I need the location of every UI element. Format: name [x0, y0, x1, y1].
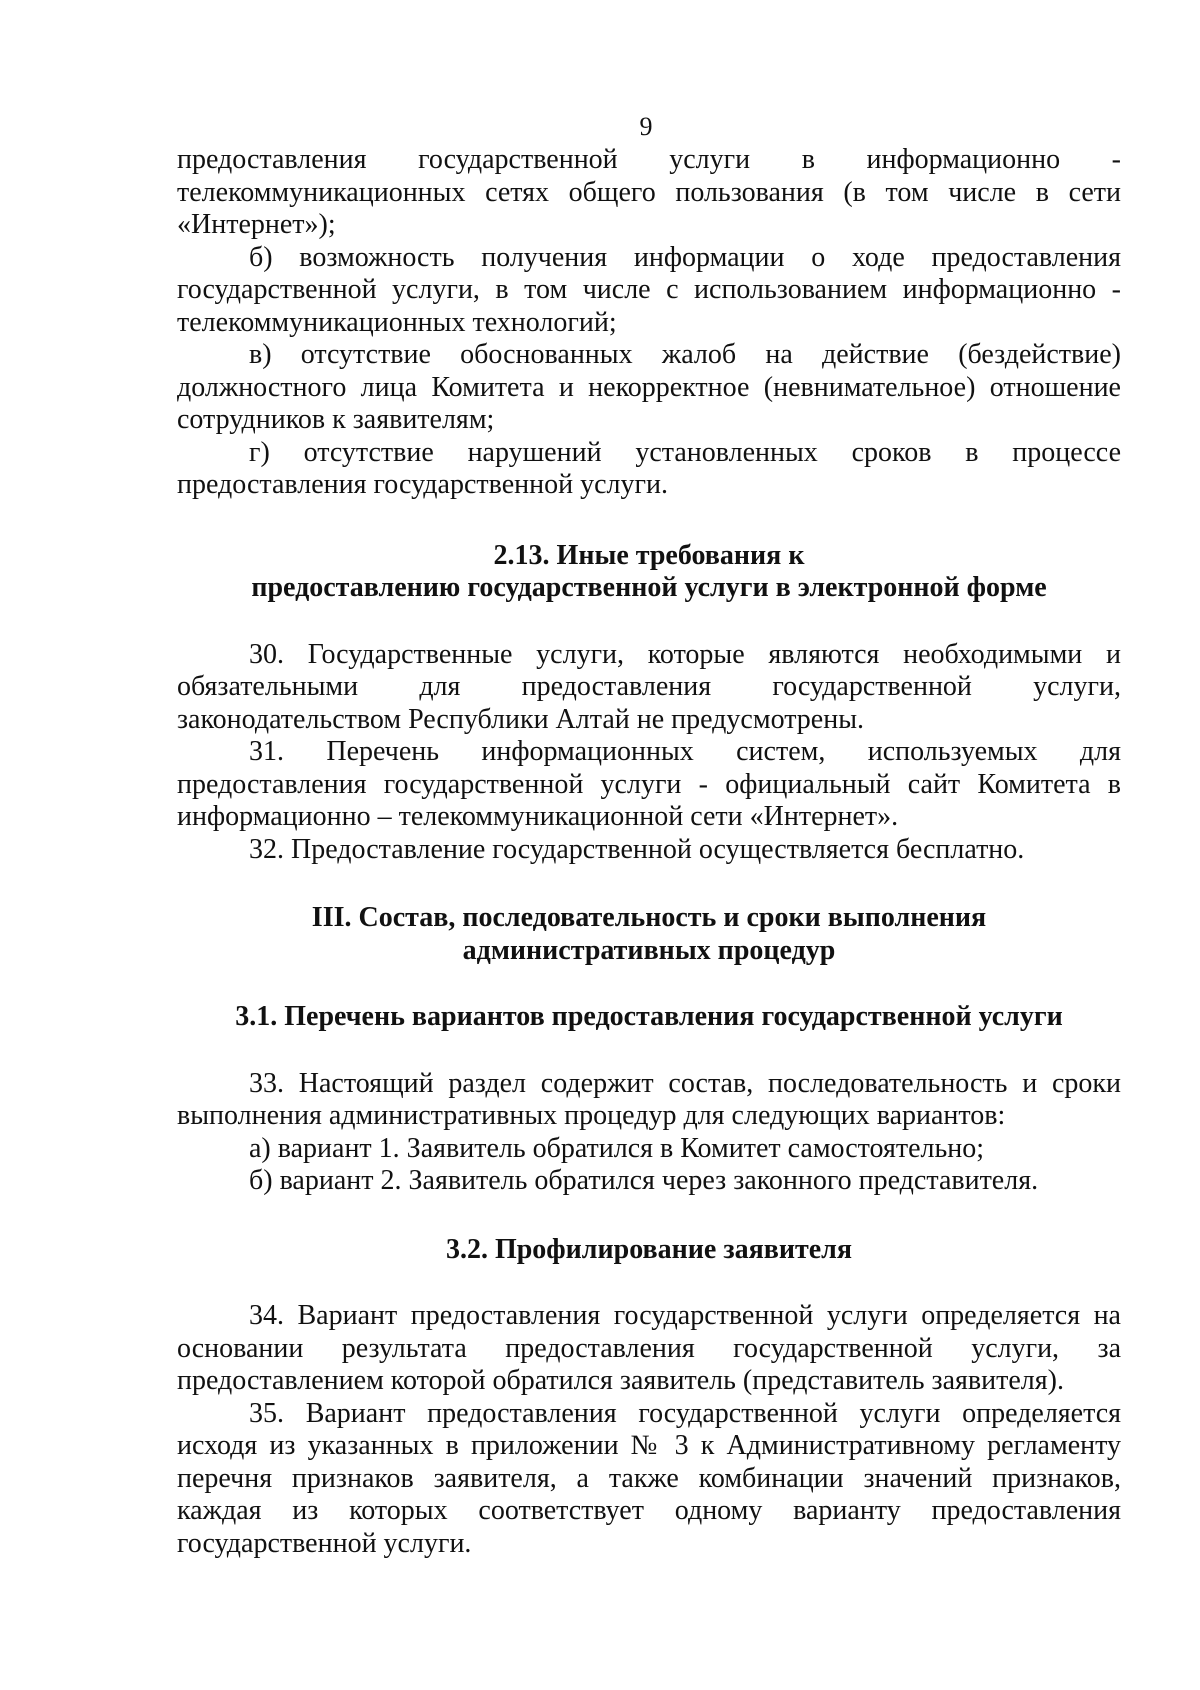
page-number: 9 [639, 112, 653, 141]
section-heading-III-line1: III. Состав, последовательность и сроки выполнения [311, 902, 987, 933]
section-heading-2-13-line2: предоставлению государственной услуги в электронной форме [251, 572, 1047, 603]
section-heading-3-1: 3.1. Перечень вариантов предоставления государственной услуги [235, 1001, 1063, 1032]
paragraph-33: 33. Настоящий раздел содержит состав, последовательность и сроки выполнения административных процедур для следующих вариантов: [177, 1067, 1121, 1131]
paragraph-item-g: г) отсутствие нарушений установленных сроков в процессе предоставления государственной услуги. [177, 436, 1121, 500]
paragraph-item-b: б) возможность получения информации о ходе предоставления государственной услуги, в том числе с использованием информационно - телекоммуникационных технологий; [177, 241, 1121, 338]
section-heading-2-13 [177, 540, 1121, 605]
paragraph-continuation: предоставления государственной услуги в информационно - телекоммуникационных сетях общего пользования (в том числе в сети «Интернет»); [177, 144, 1121, 240]
section-heading-3-2: 3.2. Профилирование заявителя [445, 1233, 853, 1265]
section-heading-III-line2: административных процедур [462, 934, 836, 966]
paragraph-item-v: в) отсутствие обоснованных жалоб на действие (бездействие) должностного лица Комитета и некорректное (невнимательное) отношение сотрудников к заявителям; [177, 339, 1121, 435]
paragraph-35: 35. Вариант предоставления государственной услуги определяется исходя из указанных в приложении № 3 к Административному регламенту перечня признаков заявителя, а также комбинации значений признаков, каждая из которых соответствует одному варианту предоставления государственной услуги. [177, 1397, 1121, 1559]
section-heading-2-13-line1: 2.13. Иные требования к [493, 539, 805, 571]
paragraph-30: 30. Государственные услуги, которые являются необходимыми и обязательными для предоставления государственной услуги, законодательством Республики Алтай не предусмотрены. [177, 638, 1121, 735]
paragraph-32: 32. Предоставление государственной осуществляется бесплатно. [249, 833, 1025, 865]
list-item-a: а) вариант 1. Заявитель обратился в Комитет самостоятельно; [249, 1132, 985, 1164]
document-body [177, 144, 1121, 1560]
section-heading-III [177, 902, 1121, 967]
paragraph-31: 31. Перечень информационных систем, используемых для предоставления государственной услуги - официальный сайт Комитета в информационно – телекоммуникационной сети «Интернет». [177, 736, 1121, 832]
list-item-b: б) вариант 2. Заявитель обратился через законного представителя. [249, 1165, 1039, 1196]
paragraph-34: 34. Вариант предоставления государственной услуги определяется на основании результата предоставления государственной услуги, за предоставлением которой обратился заявитель (представитель заявителя). [177, 1300, 1121, 1396]
